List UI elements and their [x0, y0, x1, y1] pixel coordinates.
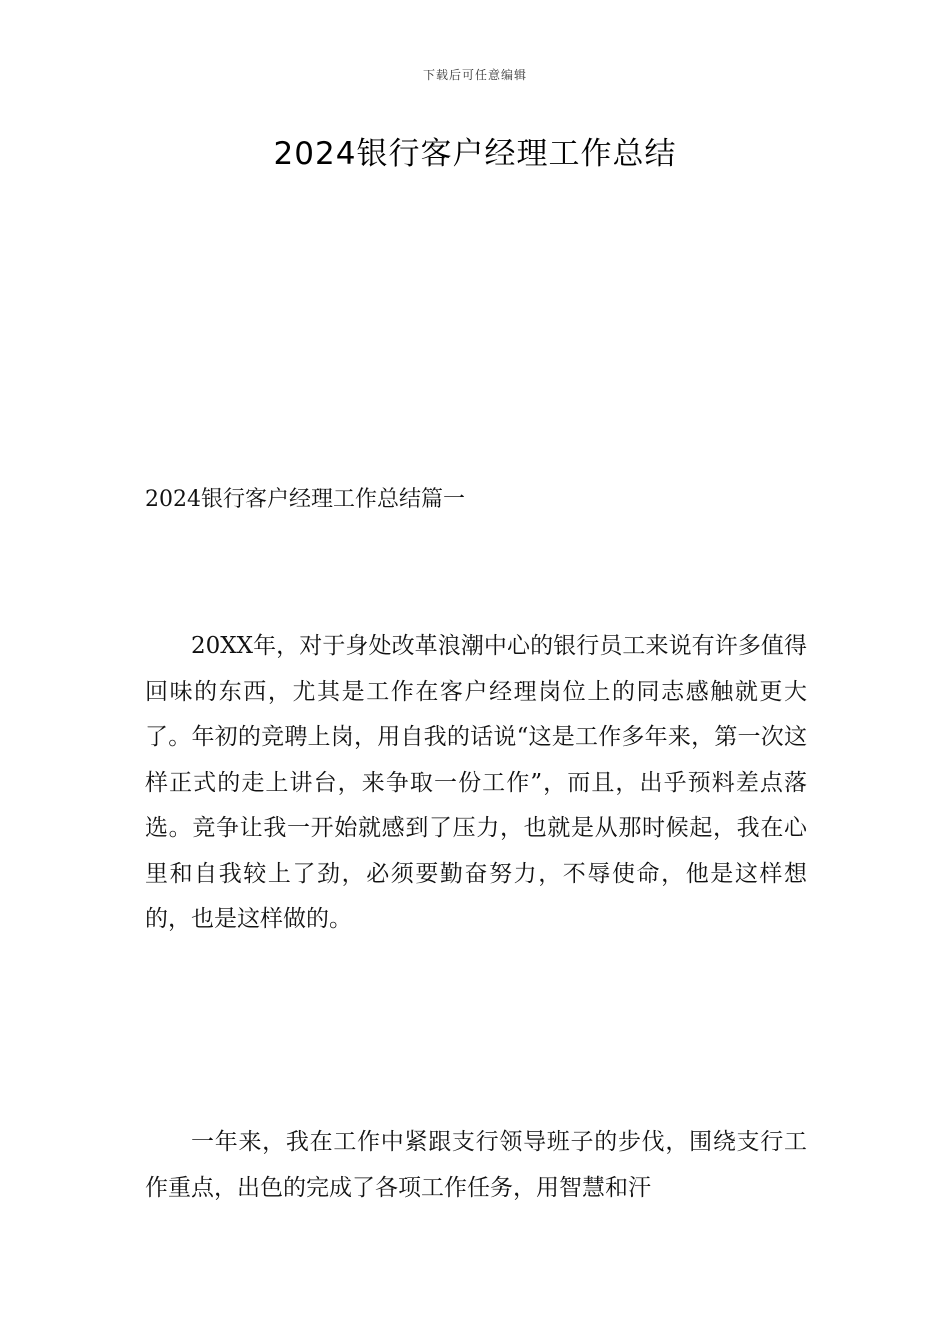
body-paragraph: 20XX年，对于身处改革浪潮中心的银行员工来说有许多值得回味的东西，尤其是工作在客户经理岗位上的同志感触就更大了。年初的竞聘上岗，用自我的话说“这是工作多年来，第一次这样正式的走上讲台，来争取一份工作”，而且，出乎预料差点落选。竞争让我一开始就感到了压力，也就是从那时候起，我在心里和自我较上了劲，必须要勤奋努力，不辱使命，他是这样想的，也是这样做的。	[145, 633, 807, 932]
section-title: 2024银行客户经理工作总结篇一	[145, 487, 465, 512]
document-title: 2024银行客户经理工作总结	[273, 136, 677, 172]
header-note: 下载后可任意编辑	[422, 68, 527, 82]
body-paragraph: 一年来，我在工作中紧跟支行领导班子的步伐，围绕支行工作重点，出色的完成了各项工作任务，用智慧和汗	[145, 1129, 807, 1201]
